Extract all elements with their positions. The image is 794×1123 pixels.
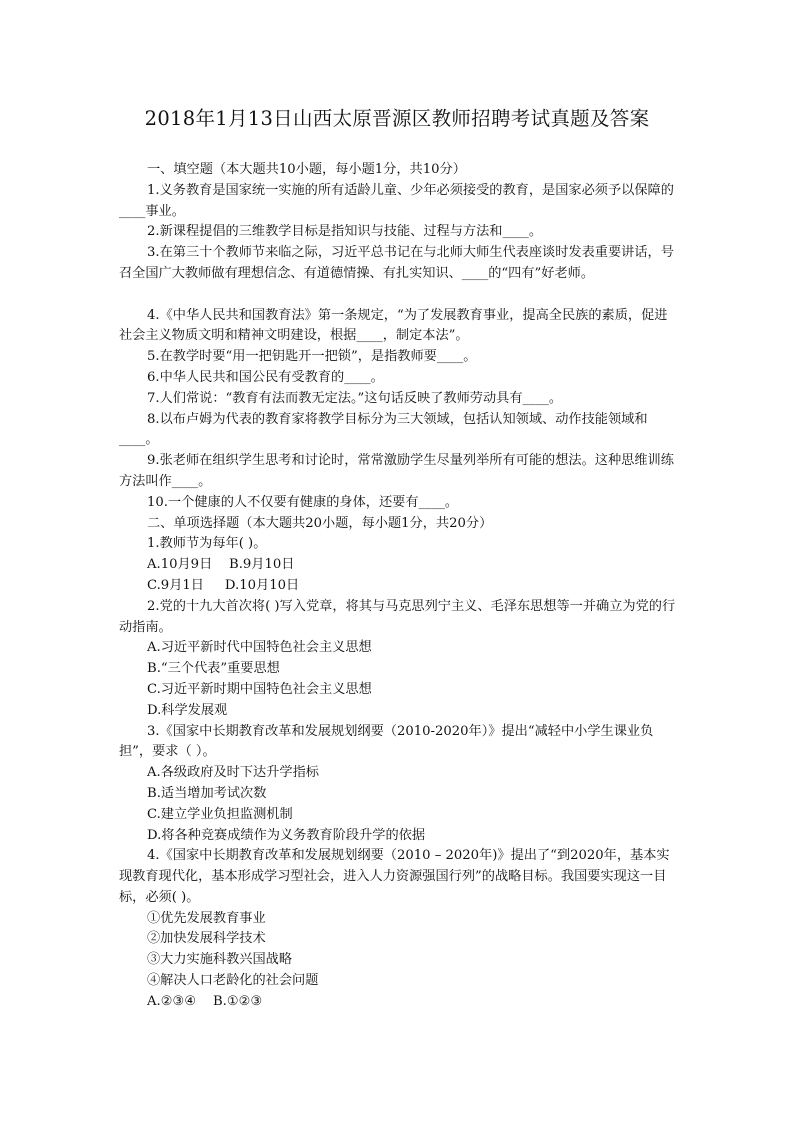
section-heading-single-choice: 二、单项选择题（本大题共20小题，每小题1分，共20分） <box>147 515 493 531</box>
choice-question-1-stem: 1.教师节为每年( )。 <box>147 536 267 552</box>
choice-question-3-option-a: A.各级政府及时下达升学指标 <box>147 765 319 781</box>
choice-question-3-option-c: C.建立学业负担监测机制 <box>147 806 293 822</box>
fill-question-1: 1.义务教育是国家统一实施的所有适龄儿童、少年必须接受的教育，是国家必须予以保障的____事业。 <box>119 182 674 219</box>
choice-question-2-option-d: D.科学发展观 <box>147 702 228 718</box>
choice-question-4-item-4: ④解决人口老龄化的社会问题 <box>147 973 319 989</box>
choice-question-2-option-a: A.习近平新时代中国特色社会主义思想 <box>147 640 372 656</box>
section-heading-fill-in: 一、填空题（本大题共10小题，每小题1分，共10分） <box>147 162 466 177</box>
choice-question-3-stem: 3.《国家中长期教育改革和发展规划纲要（2010-2020年）》提出“减轻中小学生课业负担”，要求（ ）。 <box>119 723 654 760</box>
choice-question-1-options-cd: C.9月1日 D.10月10日 <box>147 577 300 593</box>
choice-question-1-options-ab: A.10月9日 B.9月10日 <box>147 557 295 573</box>
fill-question-10: 10.一个健康的人不仅要有健康的身体，还要有____。 <box>147 494 459 510</box>
choice-question-2-option-b: B.“三个代表”重要思想 <box>147 661 280 677</box>
choice-question-2-option-c: C.习近平新时期中国特色社会主义思想 <box>147 681 372 697</box>
document-body <box>119 160 679 1013</box>
blank-line <box>119 285 679 306</box>
fill-question-2: 2.新课程提倡的三维教学目标是指知识与技能、过程与方法和____。 <box>147 224 543 240</box>
fill-question-3: 3.在第三十个教师节来临之际，习近平总书记在与北师大师生代表座谈时发表重要讲话，号召全国广大教师做有理想信念、有道德情操、有扎实知识、____的“四有”好老师。 <box>119 245 674 281</box>
choice-question-3-option-b: B.适当增加考试次数 <box>147 785 267 801</box>
fill-question-6: 6.中华人民共和国公民有受教育的____。 <box>147 369 384 385</box>
fill-question-8: 8.以布卢姆为代表的教育家将教学目标分为三大领域，包括认知领域、动作技能领域和____。 <box>119 411 648 448</box>
choice-question-4-item-1: ①优先发展教育事业 <box>147 910 266 926</box>
choice-question-3-option-d: D.将各种竞赛成绩作为义务教育阶段升学的依据 <box>147 827 426 843</box>
fill-question-5: 5.在教学时要“用一把钥匙开一把锁”，是指教师要____。 <box>147 349 477 365</box>
fill-question-7: 7.人们常说：“教育有法而教无定法。”这句话反映了教师劳动具有____。 <box>147 390 563 406</box>
choice-question-2-stem: 2.党的十九大首次将( )写入党章，将其与马克思列宁主义、毛泽东思想等一并确立为党的行动指南。 <box>119 598 676 635</box>
fill-question-4: 4.《中华人民共和国教育法》第一条规定，“为了发展教育事业，提高全民族的素质，促进社会主义物质文明和精神文明建设，根据____，制定本法”。 <box>119 307 668 344</box>
fill-question-9: 9.张老师在组织学生思考和讨论时，常常激励学生尽量列举所有可能的想法。这种思维训练方法叫作____。 <box>119 453 674 489</box>
choice-question-4-options-ab: A.②③④ B.①②③ <box>147 993 263 1009</box>
choice-question-4-item-3: ③大力实施科教兴国战略 <box>147 952 293 968</box>
document-title: 2018年1月13日山西太原晋源区教师招聘考试真题及答案 <box>144 107 650 130</box>
choice-question-4-item-2: ②加快发展科学技术 <box>147 931 266 947</box>
choice-question-4-stem: 4.《国家中长期教育改革和发展规划纲要（2010 – 2020年)》提出了“到2020年，基本实现教育现代化，基本形成学习型社会，进入人力资源强国行列”的战略目标。我国要实现这一目标，必须( )。 <box>119 848 670 905</box>
